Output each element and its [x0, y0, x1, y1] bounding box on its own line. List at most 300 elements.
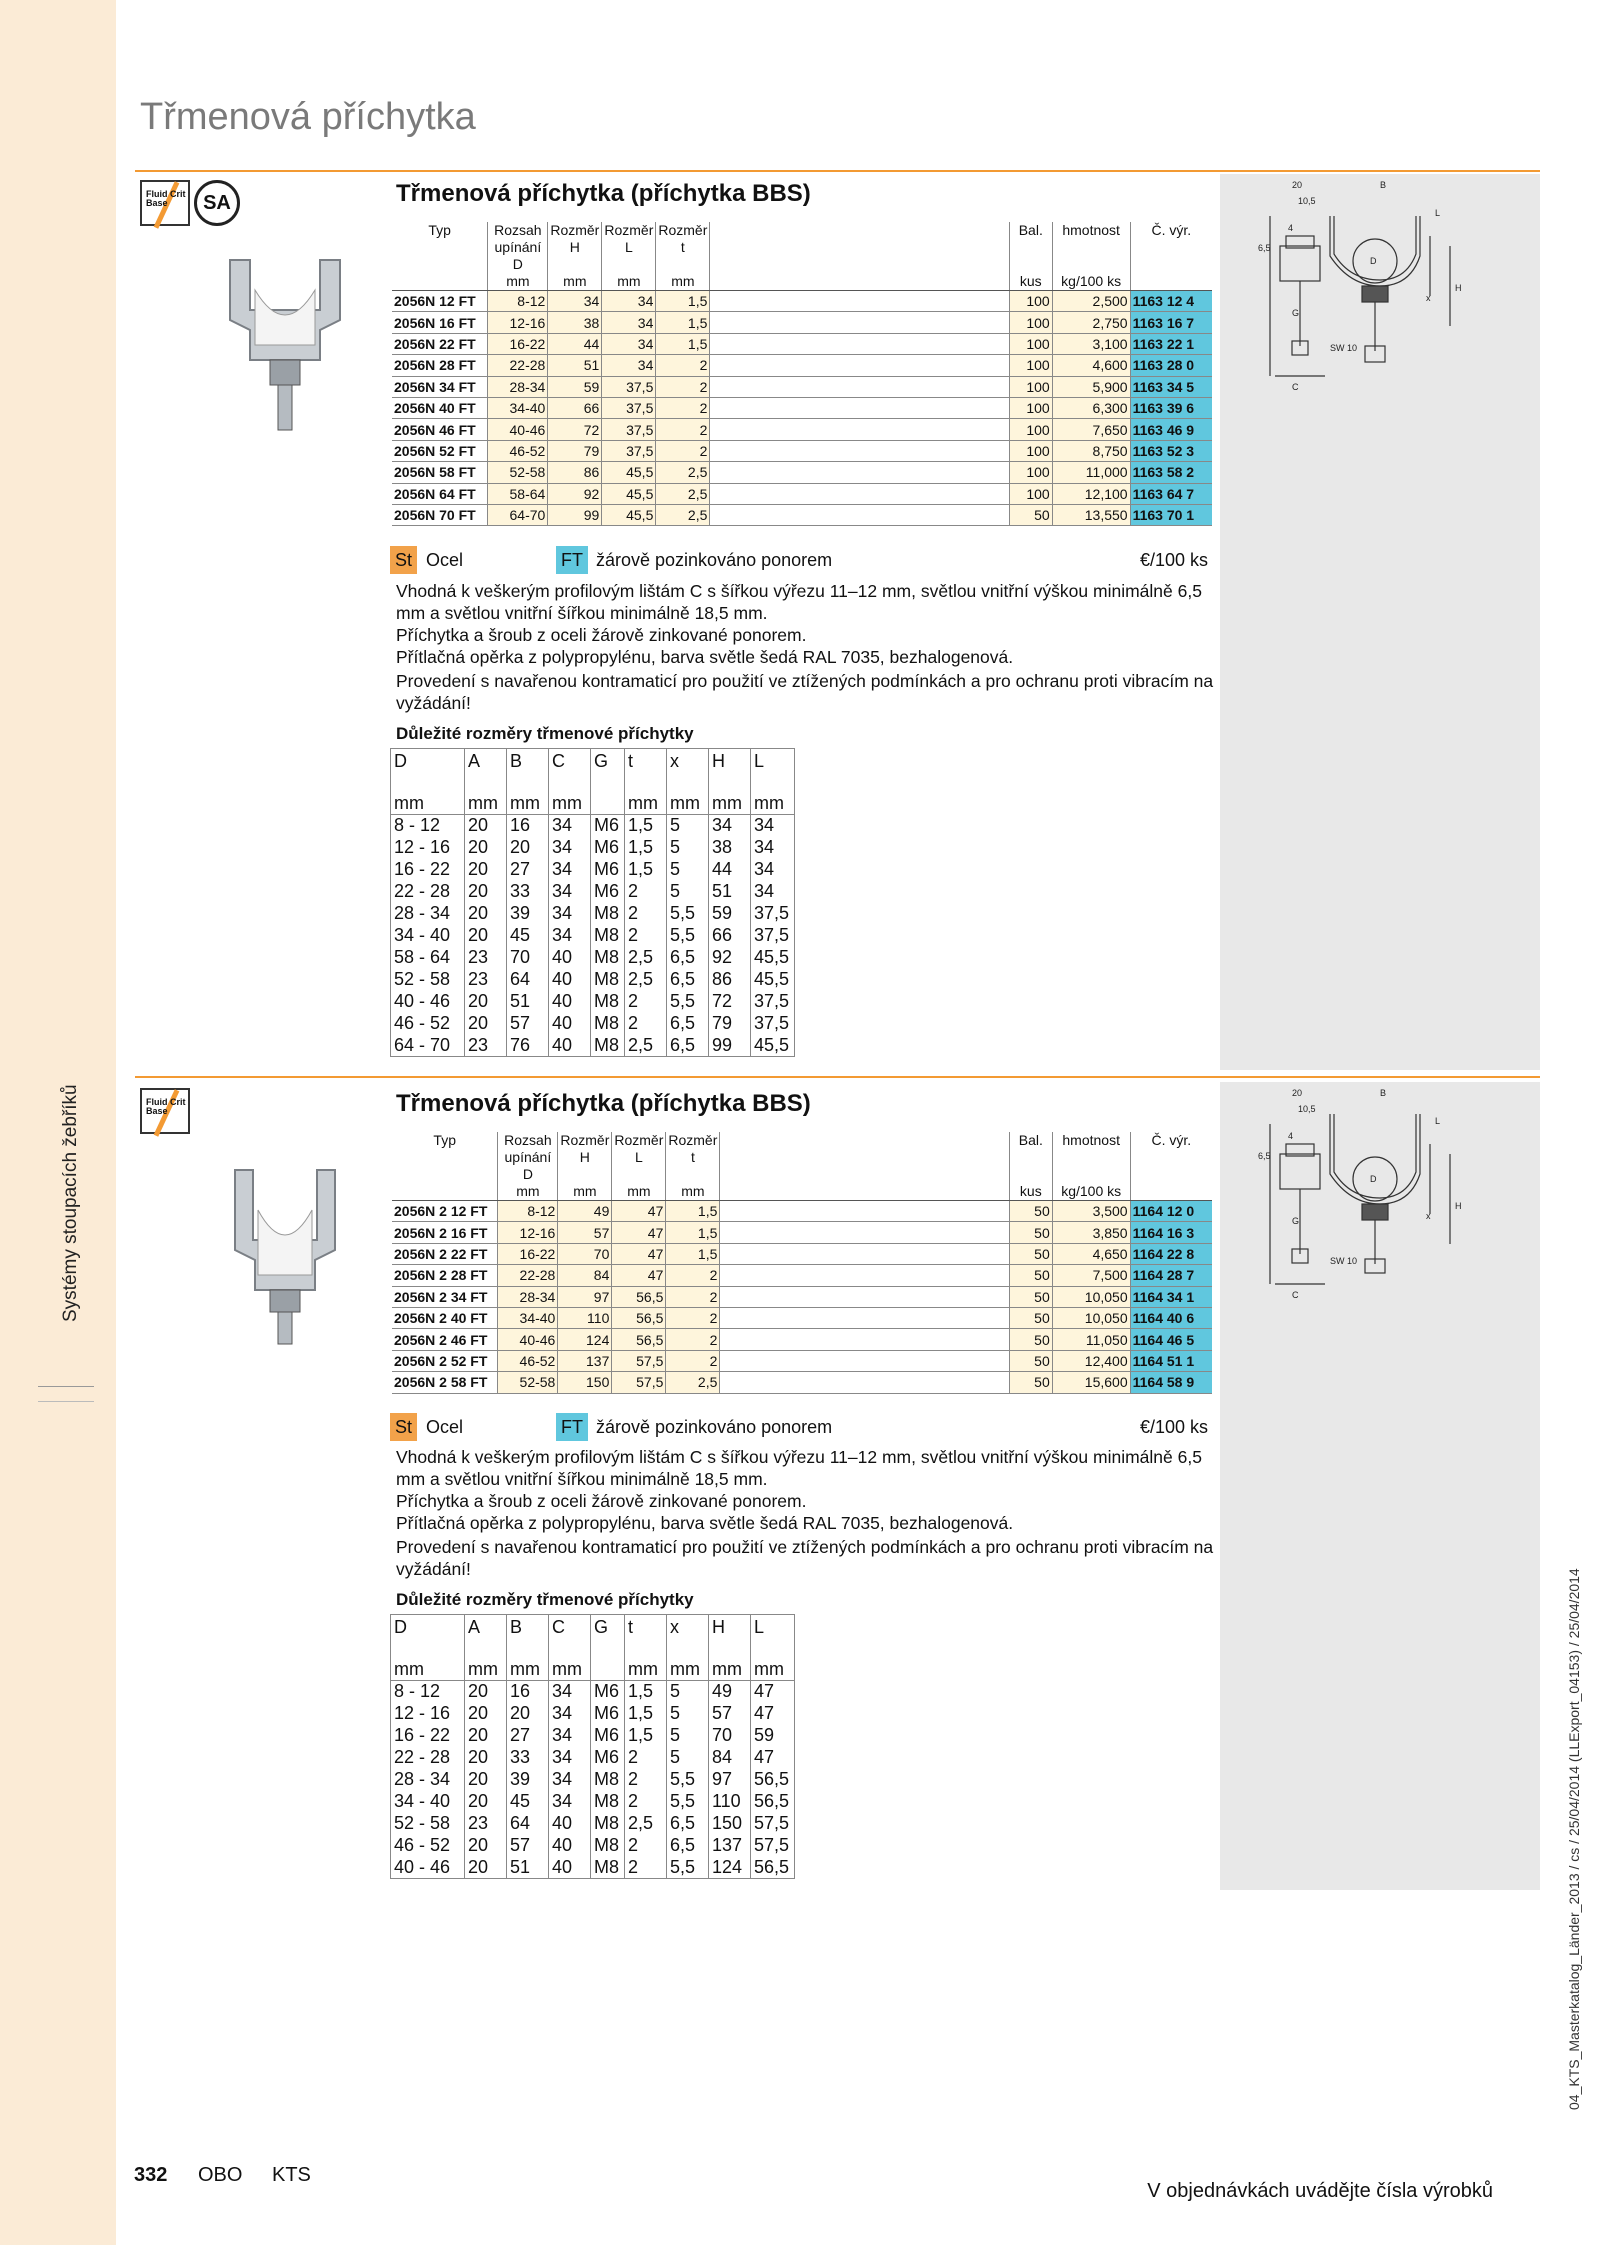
dim-cell: 40: [549, 1813, 591, 1835]
dim-cell: 20: [465, 1681, 507, 1703]
value-cell: 52-58: [498, 1372, 558, 1393]
dim-cell: 38: [709, 837, 751, 859]
value-cell: 59: [548, 376, 602, 397]
dim-row: [391, 815, 795, 837]
drawing2-label-c1: 6,5: [1258, 1151, 1271, 1161]
table-row: [392, 355, 1212, 376]
dim-cell: 33: [507, 881, 549, 903]
drawing-label-b1: 10,5: [1298, 196, 1316, 206]
type-cell: 2056N 28 FT: [392, 355, 488, 376]
value-cell: 37,5: [602, 397, 656, 418]
value-cell: 34-40: [498, 1307, 558, 1328]
dim-cell: 40: [549, 947, 591, 969]
value-cell: 37,5: [602, 376, 656, 397]
drawing-label-4: 4: [1288, 223, 1294, 233]
type-cell: 2056N 2 46 FT: [392, 1329, 498, 1350]
dim-cell: 59: [709, 903, 751, 925]
dim-cell: 47: [751, 1747, 795, 1769]
dim-cell: 20: [465, 815, 507, 837]
section2-title: Třmenová příchytka (příchytka BBS): [396, 1090, 811, 1117]
dim-cell: 45,5: [751, 947, 795, 969]
drawing-label-d: D: [1370, 256, 1377, 266]
dim-unit: mm: [549, 791, 591, 815]
dim-cell: 70: [507, 947, 549, 969]
dim-row: [391, 991, 795, 1013]
type-cell: 2056N 2 22 FT: [392, 1243, 498, 1264]
drawing2-label-x: x: [1426, 1211, 1431, 1221]
dim-cell: M6: [591, 1703, 625, 1725]
type-cell: 2056N 52 FT: [392, 440, 488, 461]
dim-cell: 20: [465, 1769, 507, 1791]
dim-unit: [591, 791, 625, 815]
table-row: [392, 333, 1212, 354]
dim-cell: 5: [667, 815, 709, 837]
value-cell: 45,5: [602, 504, 656, 525]
table-row: [392, 1222, 1212, 1243]
dim-header: A: [465, 749, 507, 791]
dim-cell: M8: [591, 1013, 625, 1035]
dim-header: L: [751, 1615, 795, 1657]
article-number: 1164 12 0: [1130, 1201, 1212, 1222]
article-number: 1163 39 6: [1130, 397, 1212, 418]
value-cell: 28-34: [488, 376, 548, 397]
value-cell: 100: [1009, 291, 1052, 312]
value-cell: 57,5: [612, 1372, 666, 1393]
dim-cell: 33: [507, 1747, 549, 1769]
dim-cell: M6: [591, 881, 625, 903]
section2-description: Vhodná k veškerým profilovým lištám C s šířkou výřezu 11–12 mm, světlou vnitřní výškou minimálně 6,5 mm a světlou vnitřní šířkou minimálně 18,5 mm. Příchytka a šroub z oceli žárově zinkované ponorem. Přítlačná opěrka z polypropylénu, barva světle šedá RAL 7035, bezhalogenová. Provedení s navařenou kontramaticí pro použití ve ztížených podmínkách a pro ochranu proti vibracím na vyžádání!: [396, 1447, 1214, 1579]
value-cell: 2,5: [656, 483, 710, 504]
dim-cell: 39: [507, 1769, 549, 1791]
dim-cell: 34: [549, 859, 591, 881]
value-cell: 1,5: [666, 1222, 720, 1243]
value-cell: 100: [1009, 419, 1052, 440]
value-cell: 47: [612, 1222, 666, 1243]
dim-cell: 40: [549, 991, 591, 1013]
value-cell: 2: [666, 1329, 720, 1350]
dim-cell: 64 - 70: [391, 1035, 465, 1057]
type-cell: 2056N 40 FT: [392, 397, 488, 418]
dim-cell: 20: [465, 1703, 507, 1725]
value-cell: 8-12: [498, 1201, 558, 1222]
value-cell: 16-22: [498, 1243, 558, 1264]
finish-label: žárově pozinkováno ponorem: [596, 1417, 833, 1437]
spacer-cell: [710, 440, 1009, 461]
drawing-label-c1: 6,5: [1258, 243, 1271, 253]
dim-cell: 34: [549, 837, 591, 859]
spacer-cell: [710, 419, 1009, 440]
flow-icon: Fluid Crit Base: [140, 180, 190, 226]
value-cell: 37,5: [602, 440, 656, 461]
dim-cell: 5,5: [667, 925, 709, 947]
dim-cell: 99: [709, 1035, 751, 1057]
dim-cell: 12 - 16: [391, 837, 465, 859]
dim-cell: 34: [549, 1791, 591, 1813]
value-cell: 2: [656, 355, 710, 376]
spacer-cell: [720, 1329, 1009, 1350]
type-cell: 2056N 22 FT: [392, 333, 488, 354]
dim-cell: 34: [549, 1725, 591, 1747]
dim-cell: 40 - 46: [391, 991, 465, 1013]
value-cell: 34-40: [488, 397, 548, 418]
value-cell: 92: [548, 483, 602, 504]
table-row: [392, 376, 1212, 397]
dim-cell: 92: [709, 947, 751, 969]
value-cell: 50: [1009, 1329, 1052, 1350]
spacer-cell: [710, 291, 1009, 312]
value-cell: 50: [1009, 504, 1052, 525]
dim-cell: 27: [507, 1725, 549, 1747]
value-cell: 22-28: [498, 1265, 558, 1286]
value-cell: 100: [1009, 397, 1052, 418]
spacer-cell: [720, 1307, 1009, 1328]
dim-header: C: [549, 1615, 591, 1657]
spacer-cell: [710, 376, 1009, 397]
dim-cell: 64: [507, 969, 549, 991]
table-row: [392, 397, 1212, 418]
drawing2-label-g: G: [1292, 1216, 1300, 1226]
dim-unit: mm: [667, 1657, 709, 1681]
section2-technical-drawing: [1230, 1084, 1530, 1304]
dim-cell: 46 - 52: [391, 1013, 465, 1035]
dim-cell: 2: [625, 1857, 667, 1879]
dim-cell: 2,5: [625, 1813, 667, 1835]
dim-row: [391, 1703, 795, 1725]
dim-cell: 5: [667, 859, 709, 881]
value-cell: 66: [548, 397, 602, 418]
value-cell: 84: [558, 1265, 612, 1286]
dim-cell: 20: [465, 1791, 507, 1813]
dim-cell: 84: [709, 1747, 751, 1769]
dim-cell: 44: [709, 859, 751, 881]
spacer-cell: [710, 355, 1009, 376]
value-cell: 2,5: [656, 462, 710, 483]
value-cell: 100: [1009, 355, 1052, 376]
value-cell: 100: [1009, 440, 1052, 461]
dim-cell: 52 - 58: [391, 969, 465, 991]
dim-cell: 34: [549, 925, 591, 947]
dim-cell: M8: [591, 969, 625, 991]
dim-cell: 37,5: [751, 925, 795, 947]
article-number: 1164 22 8: [1130, 1243, 1212, 1264]
dim-cell: 124: [709, 1857, 751, 1879]
value-cell: 5,900: [1052, 376, 1130, 397]
type-cell: 2056N 2 12 FT: [392, 1201, 498, 1222]
type-cell: 2056N 2 34 FT: [392, 1286, 498, 1307]
table-row: [392, 440, 1212, 461]
table-row: [392, 291, 1212, 312]
print-metadata: 04_KTS_Masterkatalog_Länder_2013 / cs / 25/04/2014 (LLExport_04153) / 25/04/2014: [1566, 1568, 1582, 2110]
value-cell: 57: [558, 1222, 612, 1243]
dim-cell: 6,5: [667, 1835, 709, 1857]
value-cell: 1,5: [666, 1243, 720, 1264]
value-cell: 100: [1009, 483, 1052, 504]
dim-cell: 2,5: [625, 947, 667, 969]
value-cell: 2: [666, 1307, 720, 1328]
value-cell: 100: [1009, 376, 1052, 397]
drawing2-label-a: 20: [1292, 1088, 1303, 1098]
spacer-cell: [720, 1372, 1009, 1393]
value-cell: 1,5: [656, 333, 710, 354]
article-number: 1163 52 3: [1130, 440, 1212, 461]
dim-cell: 37,5: [751, 1013, 795, 1035]
dim-cell: 2,5: [625, 969, 667, 991]
dim-cell: 6,5: [667, 1013, 709, 1035]
value-cell: 2: [656, 397, 710, 418]
dim-unit: mm: [465, 1657, 507, 1681]
dim-cell: M8: [591, 1813, 625, 1835]
value-cell: 34: [602, 333, 656, 354]
dim-cell: 5: [667, 837, 709, 859]
table-row: [392, 1265, 1212, 1286]
value-cell: 47: [612, 1201, 666, 1222]
section1-dim-title: Důležité rozměry třmenové příchytky: [396, 724, 694, 743]
spacer-cell: [710, 504, 1009, 525]
dim-row: [391, 1791, 795, 1813]
dim-cell: 51: [709, 881, 751, 903]
section1-dimension-table: [390, 748, 795, 1057]
dim-cell: 1,5: [625, 859, 667, 881]
dim-cell: 40: [549, 1035, 591, 1057]
dim-cell: 1,5: [625, 837, 667, 859]
dim-unit: [591, 1657, 625, 1681]
dim-cell: 45: [507, 925, 549, 947]
value-cell: 100: [1009, 333, 1052, 354]
value-cell: 45,5: [602, 462, 656, 483]
dim-cell: 20: [465, 1835, 507, 1857]
dim-cell: 20: [465, 1747, 507, 1769]
dim-cell: 22 - 28: [391, 881, 465, 903]
dim-row: [391, 925, 795, 947]
drawing2-label-sw: SW 10: [1330, 1256, 1358, 1266]
dim-cell: M6: [591, 837, 625, 859]
sidebar-marker: [38, 1386, 94, 1402]
value-cell: 50: [1009, 1372, 1052, 1393]
article-number: 1164 28 7: [1130, 1265, 1212, 1286]
value-cell: 12,100: [1052, 483, 1130, 504]
dim-unit: mm: [709, 1657, 751, 1681]
drawing2-label-b1: 10,5: [1298, 1104, 1316, 1114]
value-cell: 4,650: [1052, 1243, 1130, 1264]
dim-header: H: [709, 1615, 751, 1657]
spacer-cell: [720, 1201, 1009, 1222]
dim-cell: M6: [591, 1681, 625, 1703]
value-cell: 12-16: [498, 1222, 558, 1243]
type-cell: 2056N 2 16 FT: [392, 1222, 498, 1243]
value-cell: 11,050: [1052, 1329, 1130, 1350]
dim-cell: 20: [465, 881, 507, 903]
dim-cell: M6: [591, 1747, 625, 1769]
dim-header: B: [507, 1615, 549, 1657]
dim-cell: 34: [549, 1703, 591, 1725]
dim-cell: 34: [549, 1747, 591, 1769]
value-cell: 2,500: [1052, 291, 1130, 312]
dim-row: [391, 1747, 795, 1769]
dim-cell: 49: [709, 1681, 751, 1703]
value-cell: 49: [558, 1201, 612, 1222]
dim-cell: 2: [625, 1769, 667, 1791]
dim-cell: 20: [465, 859, 507, 881]
type-cell: 2056N 16 FT: [392, 312, 488, 333]
dim-cell: 1,5: [625, 1681, 667, 1703]
value-cell: 50: [1009, 1265, 1052, 1286]
value-cell: 50: [1009, 1286, 1052, 1307]
dim-cell: 56,5: [751, 1769, 795, 1791]
value-cell: 50: [1009, 1222, 1052, 1243]
dim-cell: 5: [667, 1681, 709, 1703]
article-number: 1163 46 9: [1130, 419, 1212, 440]
dim-row: [391, 837, 795, 859]
value-cell: 2,750: [1052, 312, 1130, 333]
drawing2-label-c: C: [1292, 1290, 1299, 1300]
dim-cell: 46 - 52: [391, 1835, 465, 1857]
dim-cell: 34: [751, 881, 795, 903]
dim-cell: 34: [549, 881, 591, 903]
dim-cell: 56,5: [751, 1791, 795, 1813]
dim-cell: 2: [625, 991, 667, 1013]
section1-legend: [390, 546, 1212, 574]
value-cell: 12-16: [488, 312, 548, 333]
value-cell: 110: [558, 1307, 612, 1328]
dim-header: t: [625, 749, 667, 791]
section1-description: Vhodná k veškerým profilovým lištám C s šířkou výřezu 11–12 mm, světlou vnitřní výškou minimálně 6,5 mm a světlou vnitřní šířkou minimálně 18,5 mm. Příchytka a šroub z oceli žárově zinkované ponorem. Přítlačná opěrka z polypropylénu, barva světle šedá RAL 7035, bezhalogenová. Provedení s navařenou kontramaticí pro použití ve ztížených podmínkách a pro ochranu proti vibracím na vyžádání!: [396, 581, 1214, 713]
value-cell: 70: [558, 1243, 612, 1264]
dim-cell: 1,5: [625, 1703, 667, 1725]
value-cell: 50: [1009, 1307, 1052, 1328]
dim-cell: 2: [625, 1013, 667, 1035]
value-cell: 1,5: [666, 1201, 720, 1222]
table-row: [392, 1372, 1212, 1393]
value-cell: 56,5: [612, 1286, 666, 1307]
dim-cell: 2: [625, 1747, 667, 1769]
dim-cell: 5,5: [667, 903, 709, 925]
value-cell: 22-28: [488, 355, 548, 376]
dim-cell: 34: [549, 815, 591, 837]
value-cell: 52-58: [488, 462, 548, 483]
table-row: [392, 1201, 1212, 1222]
dim-cell: M8: [591, 1791, 625, 1813]
dim-cell: 70: [709, 1725, 751, 1747]
dim-cell: 40: [549, 1013, 591, 1035]
value-cell: 34: [548, 291, 602, 312]
section1-divider: [135, 170, 1540, 172]
article-number: 1163 70 1: [1130, 504, 1212, 525]
value-cell: 56,5: [612, 1329, 666, 1350]
dim-cell: 20: [465, 991, 507, 1013]
value-cell: 37,5: [602, 419, 656, 440]
dim-cell: 40: [549, 1835, 591, 1857]
article-number: 1164 16 3: [1130, 1222, 1212, 1243]
table-row: [392, 462, 1212, 483]
dim-cell: 40: [549, 1857, 591, 1879]
value-cell: 3,500: [1052, 1201, 1130, 1222]
value-cell: 50: [1009, 1243, 1052, 1264]
value-cell: 50: [1009, 1350, 1052, 1371]
value-cell: 40-46: [488, 419, 548, 440]
value-cell: 46-52: [488, 440, 548, 461]
dim-cell: 37,5: [751, 903, 795, 925]
table-row: [392, 483, 1212, 504]
footer-note: V objednávkách uvádějte čísla výrobků: [1147, 2180, 1493, 2202]
dim-cell: 6,5: [667, 1035, 709, 1057]
table-row: [392, 419, 1212, 440]
dim-cell: M8: [591, 991, 625, 1013]
dim-cell: 5: [667, 881, 709, 903]
value-cell: 2,5: [656, 504, 710, 525]
dim-cell: M8: [591, 903, 625, 925]
dim-unit: mm: [507, 791, 549, 815]
dim-row: [391, 969, 795, 991]
spacer-cell: [720, 1350, 1009, 1371]
value-cell: 2: [656, 376, 710, 397]
article-number: 1164 34 1: [1130, 1286, 1212, 1307]
dim-header: B: [507, 749, 549, 791]
value-cell: 1,5: [656, 312, 710, 333]
value-cell: 47: [612, 1243, 666, 1264]
sidebar: [0, 0, 116, 2245]
table-row: [392, 1307, 1212, 1328]
dim-row: [391, 881, 795, 903]
dim-row: [391, 1013, 795, 1035]
value-cell: 86: [548, 462, 602, 483]
dim-cell: 34: [751, 837, 795, 859]
article-number: 1164 51 1: [1130, 1350, 1212, 1371]
flow-icon: Fluid Crit Base: [140, 1088, 190, 1134]
dim-cell: 20: [465, 1857, 507, 1879]
dim-cell: 2: [625, 903, 667, 925]
section2-legend: [390, 1413, 1212, 1441]
dim-cell: 51: [507, 1857, 549, 1879]
dim-header: D: [391, 749, 465, 791]
dim-cell: 5,5: [667, 1857, 709, 1879]
dim-cell: 66: [709, 925, 751, 947]
dim-unit: mm: [751, 791, 795, 815]
section2-dim-title: Důležité rozměry třmenové příchytky: [396, 1590, 694, 1609]
value-cell: 57,5: [612, 1350, 666, 1371]
dim-unit: mm: [667, 791, 709, 815]
dim-cell: 76: [507, 1035, 549, 1057]
dim-cell: 57,5: [751, 1813, 795, 1835]
drawing-label-c: C: [1292, 382, 1299, 392]
dim-cell: 2: [625, 1791, 667, 1813]
dim-cell: 23: [465, 1813, 507, 1835]
dim-unit: mm: [625, 1657, 667, 1681]
product-photo-2: [220, 1160, 350, 1350]
dim-cell: 2,5: [625, 1035, 667, 1057]
dim-row: [391, 1857, 795, 1879]
value-cell: 1,5: [656, 291, 710, 312]
table-row: [392, 1243, 1212, 1264]
dim-cell: 28 - 34: [391, 1769, 465, 1791]
value-cell: 2: [656, 419, 710, 440]
value-cell: 51: [548, 355, 602, 376]
dim-cell: 5: [667, 1725, 709, 1747]
dim-cell: 45,5: [751, 969, 795, 991]
dim-cell: M8: [591, 947, 625, 969]
dim-unit: mm: [709, 791, 751, 815]
section2-divider: [135, 1076, 1540, 1078]
dim-cell: 57: [507, 1013, 549, 1035]
dim-header: D: [391, 1615, 465, 1657]
value-cell: 40-46: [498, 1329, 558, 1350]
dim-cell: 1,5: [625, 1725, 667, 1747]
value-cell: 3,850: [1052, 1222, 1130, 1243]
value-cell: 15,600: [1052, 1372, 1130, 1393]
dim-header: H: [709, 749, 751, 791]
price-unit: €/100 ks: [1139, 550, 1208, 570]
dim-cell: 6,5: [667, 1813, 709, 1835]
spacer-cell: [710, 312, 1009, 333]
